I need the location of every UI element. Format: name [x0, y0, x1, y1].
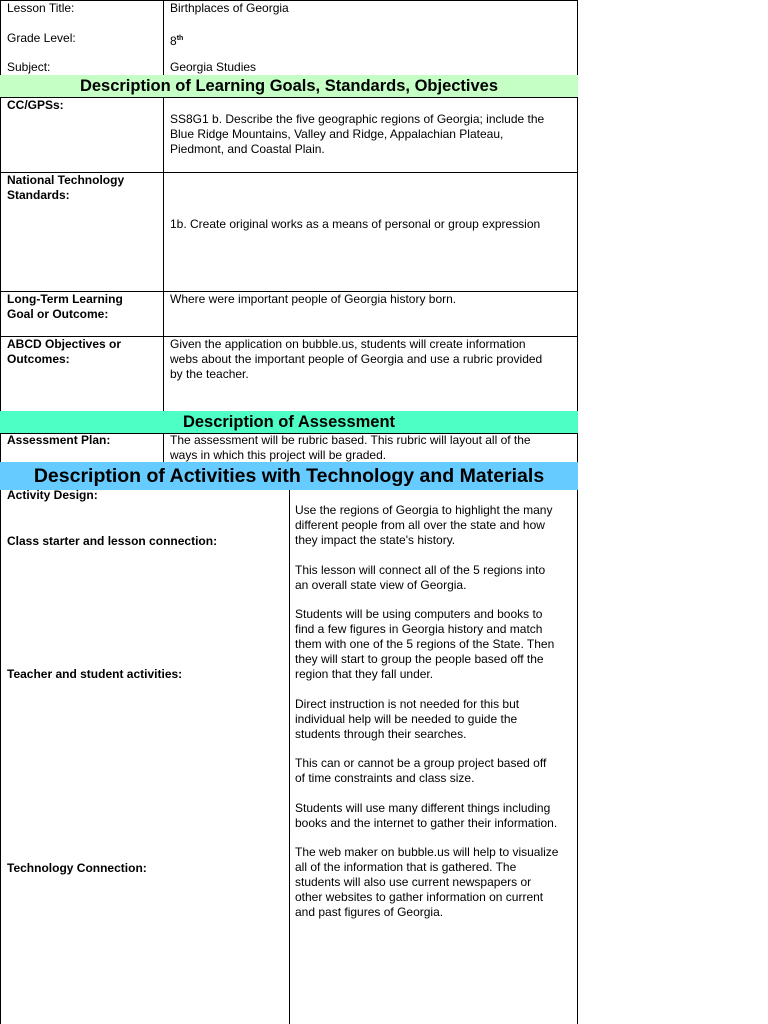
grade-level-label: Grade Level:: [7, 31, 76, 45]
nts-label: [7, 173, 124, 203]
activity-paragraph: [295, 607, 554, 682]
text-line: National Technology: [7, 173, 125, 187]
text-line: This lesson will connect all of the 5 regions into: [295, 563, 546, 577]
text-line: of time constraints and class size.: [295, 771, 475, 785]
section-heading-goals: Description of Learning Goals, Standards, Objectives: [0, 75, 578, 97]
abcd-value: [170, 337, 542, 382]
text-line: all of the information that is gathered. The: [295, 860, 517, 874]
border-right: [577, 0, 578, 1024]
assessment-plan-value: [170, 433, 531, 463]
text-line: Standards:: [7, 188, 70, 202]
activity-paragraph: [295, 756, 546, 786]
text-line: Outcomes:: [7, 352, 70, 366]
text-line: other websites to gather information on current: [295, 890, 544, 904]
text-line: This can or cannot be a group project based off: [295, 756, 547, 770]
text-line: Blue Ridge Mountains, Valley and Ridge, Appalachian Plateau,: [170, 127, 504, 141]
text-line: Long-Term Learning: [7, 292, 123, 306]
ccgps-label: CC/GPSs:: [7, 98, 64, 112]
technology-connection-label: Technology Connection:: [7, 861, 147, 875]
text-line: find a few figures in Georgia history and match: [295, 622, 543, 636]
text-line: Use the regions of Georgia to highlight the many: [295, 503, 553, 517]
lesson-title-label: Lesson Title:: [7, 1, 75, 15]
text-line: ABCD Objectives or: [7, 337, 122, 351]
nts-value: 1b. Create original works as a means of personal or group expression: [170, 217, 541, 231]
ltl-label: [7, 292, 123, 322]
activity-paragraph: [295, 801, 557, 831]
border-left: [0, 0, 1, 1024]
class-starter-label: Class starter and lesson connection:: [7, 534, 218, 548]
text-line: by the teacher.: [170, 367, 249, 381]
divider-goals: [163, 97, 164, 411]
subject-label: Subject:: [7, 60, 51, 74]
text-line: ways in which this project will be graded.: [170, 448, 387, 462]
lesson-title-value: Birthplaces of Georgia: [170, 1, 289, 15]
abcd-label: [7, 337, 121, 367]
text-line: them with one of the 5 regions of the State. Then: [295, 637, 555, 651]
section-heading-activities: Description of Activities with Technology and Materials: [0, 462, 578, 490]
text-line: individual help will be needed to guide the: [295, 712, 518, 726]
rule: [0, 97, 578, 98]
text-line: Students will be using computers and books to: [295, 607, 543, 621]
assessment-plan-label: Assessment Plan:: [7, 433, 111, 447]
text-line: different people from all over the state and how: [295, 518, 545, 532]
text-line: Goal or Outcome:: [7, 307, 109, 321]
text-line: SS8G1 b. Describe the five geographic regions of Georgia; include the: [170, 112, 545, 126]
activity-paragraph: [295, 697, 519, 742]
text-line: students through their searches.: [295, 727, 467, 741]
section-heading-assessment: Description of Assessment: [0, 411, 578, 433]
activity-paragraph: [295, 845, 558, 920]
border-top: [0, 0, 578, 1]
text-line: they will start to group the people based off the: [295, 652, 544, 666]
text-line: Direct instruction is not needed for this but: [295, 697, 520, 711]
divider-activities: [289, 489, 290, 1024]
activity-paragraph: [295, 503, 552, 548]
activity-design-label: Activity Design:: [7, 488, 98, 502]
text-line: webs about the important people of Georgia and use a rubric provided: [170, 352, 543, 366]
text-line: books and the internet to gather their information.: [295, 816, 558, 830]
text-line: Piedmont, and Coastal Plain.: [170, 142, 325, 156]
text-line: The web maker on bubble.us will help to visualize: [295, 845, 559, 859]
text-line: and past figures of Georgia.: [295, 905, 444, 919]
activity-paragraph: [295, 563, 545, 593]
divider-assessment: [163, 433, 164, 462]
ccgps-value: [170, 112, 544, 157]
text-line: an overall state view of Georgia.: [295, 578, 467, 592]
text-line: The assessment will be rubric based. This rubric will layout all of the: [170, 433, 531, 447]
subject-value: Georgia Studies: [170, 60, 257, 74]
text-line: students will also use current newspapers or: [295, 875, 532, 889]
divider-header: [163, 0, 164, 75]
text-line: Students will use many different things including: [295, 801, 551, 815]
text-line: region that they fall under.: [295, 667, 434, 681]
grade-level-value: 8th: [170, 34, 184, 48]
ltl-value: Where were important people of Georgia history born.: [170, 292, 457, 306]
text-line: they impact the state's history.: [295, 533, 456, 547]
text-line: Given the application on bubble.us, students will create information: [170, 337, 526, 351]
teacher-student-activities-label: Teacher and student activities:: [7, 667, 183, 681]
